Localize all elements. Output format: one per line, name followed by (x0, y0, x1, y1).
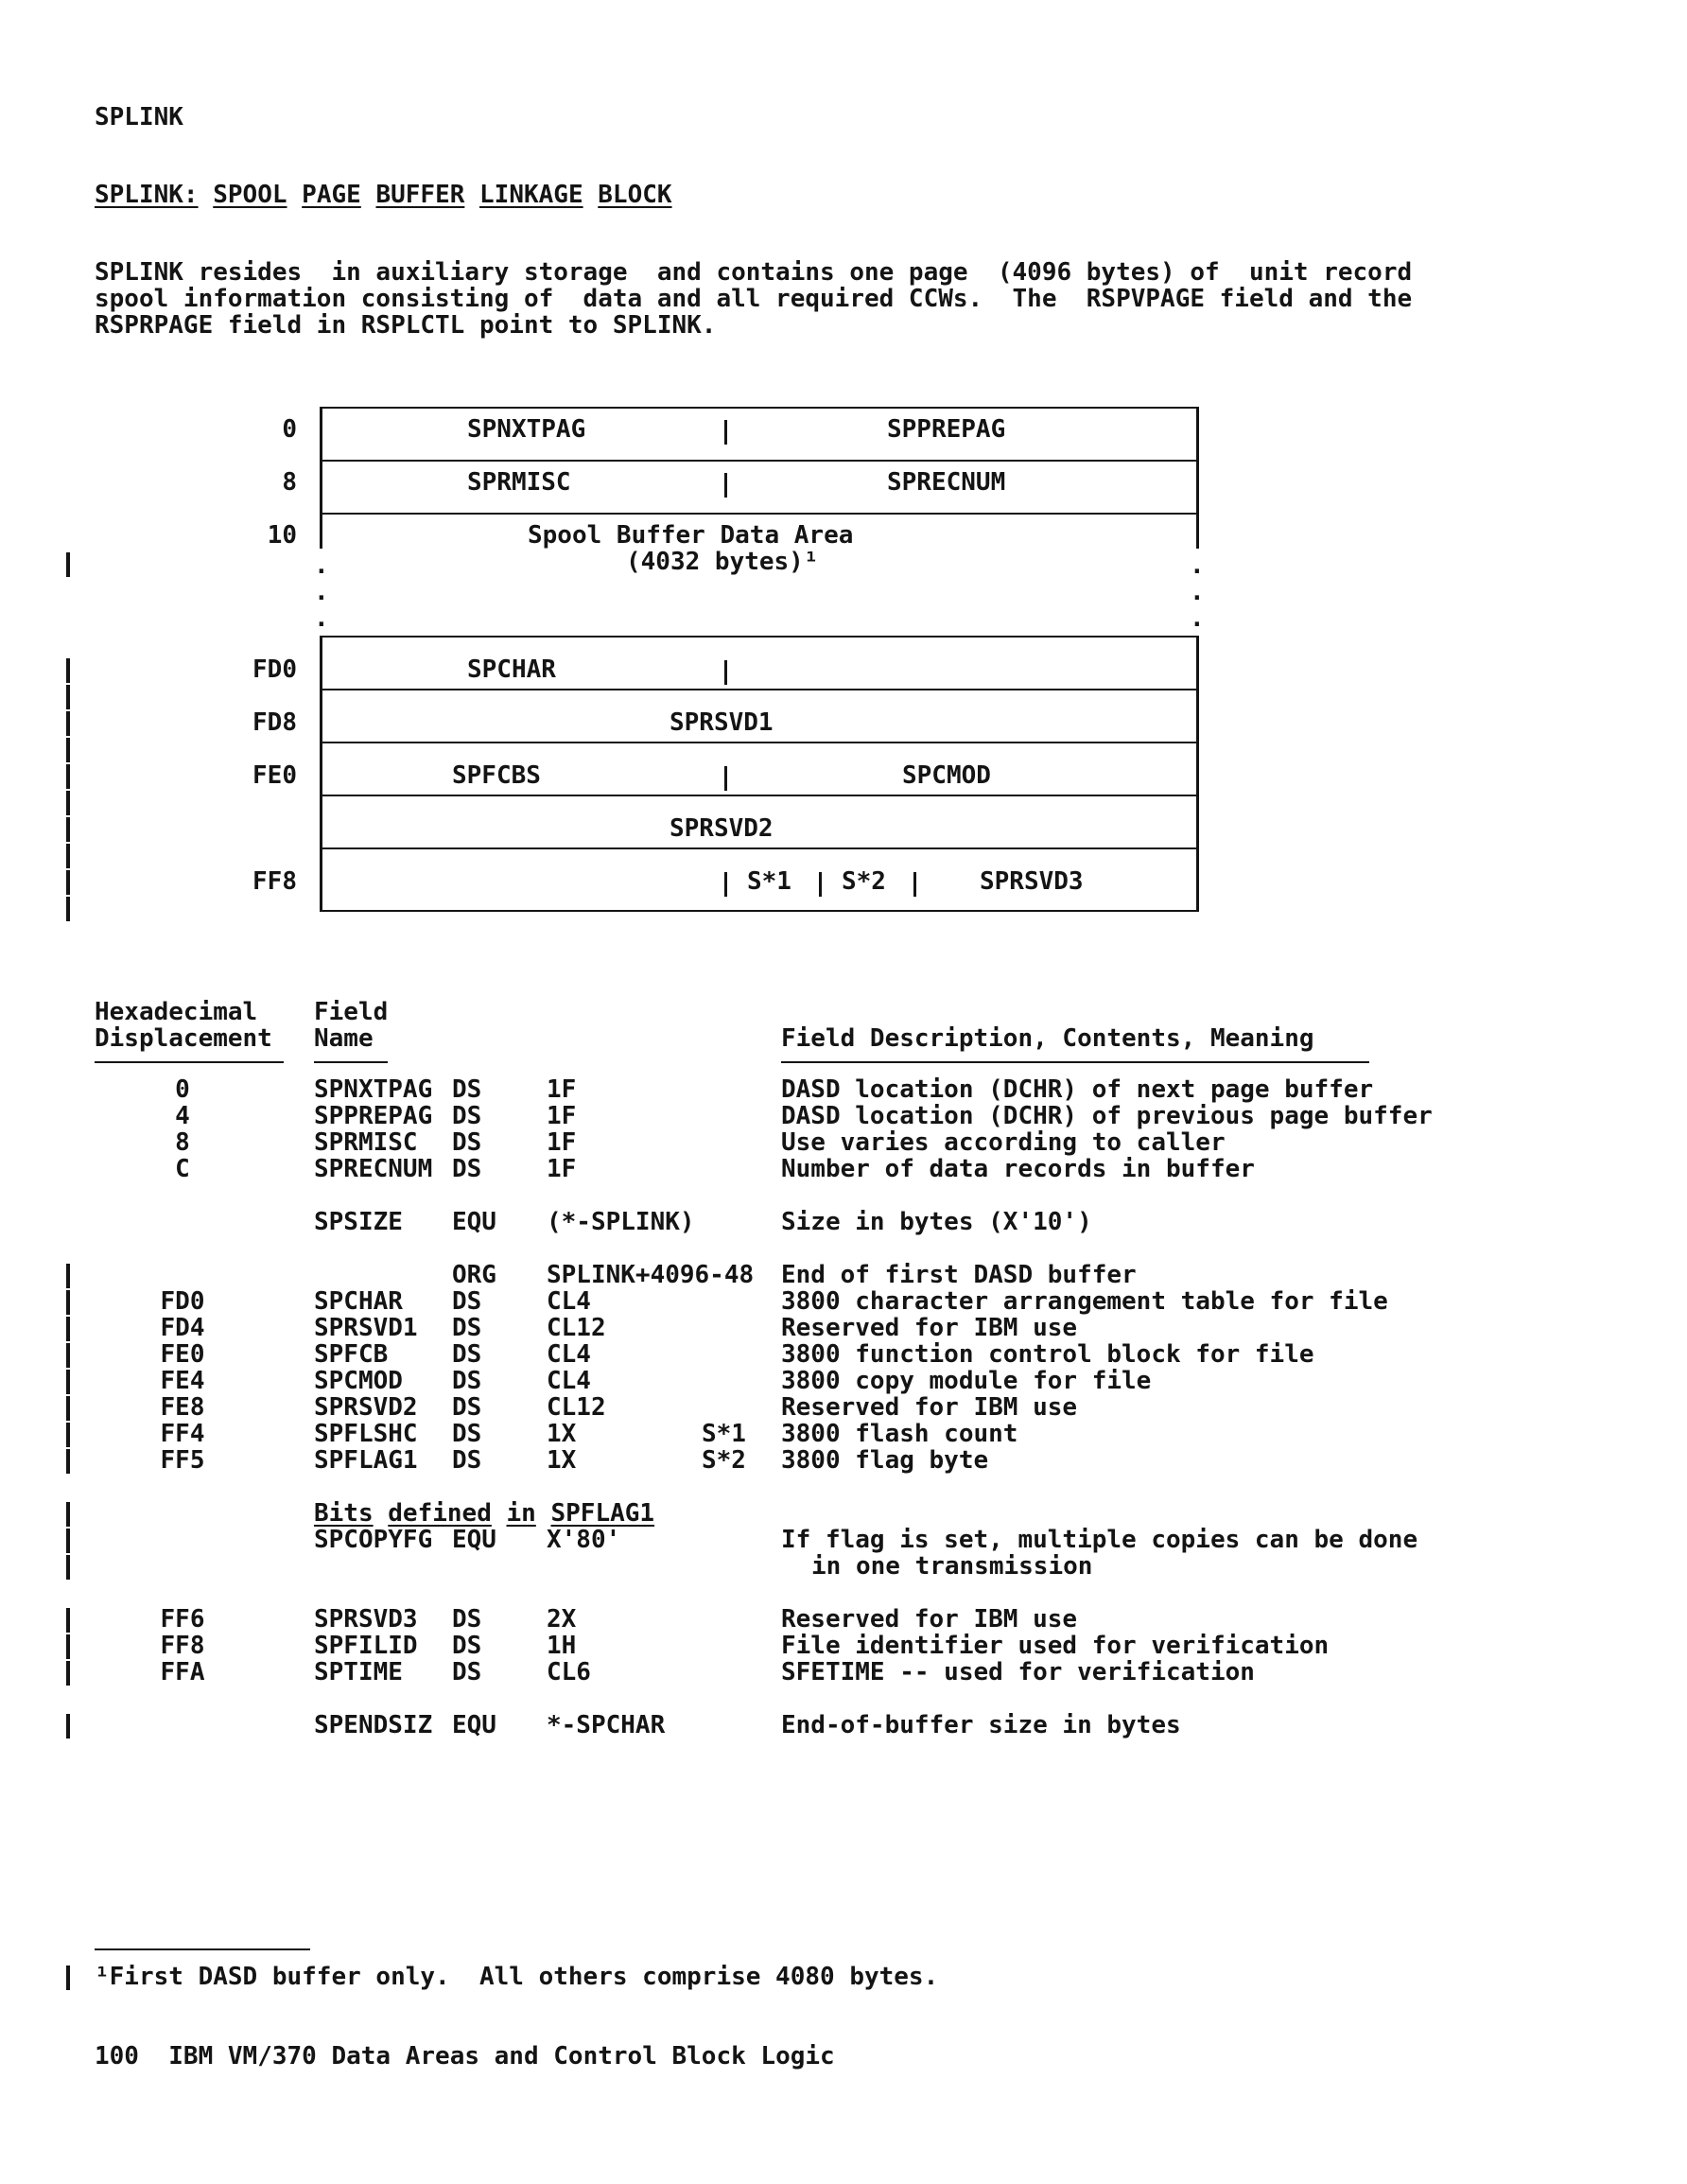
name-cell: SPCOPYFG (314, 1526, 433, 1554)
footnote-rule (95, 1948, 310, 1950)
section-title (95, 182, 672, 208)
desc-cell: End-of-buffer size in bytes (781, 1711, 1181, 1739)
offset-label: 8 (282, 468, 297, 497)
name-cell: SPFILID (314, 1632, 418, 1660)
len-cell: X'80' (547, 1526, 621, 1554)
cell-divider (724, 766, 727, 791)
change-bar (66, 711, 70, 736)
disp-cell: FD0 (160, 1287, 205, 1316)
name-cell: SPFLAG1 (314, 1446, 418, 1475)
intro-line: spool information consisting of data and all required CCWs. The RSPVPAGE field and the (95, 285, 1413, 313)
op-cell: DS (452, 1367, 482, 1395)
frame-right (1196, 407, 1199, 549)
desc-cell: 3800 character arrangement table for file (781, 1287, 1388, 1316)
op-cell: DS (452, 1446, 482, 1475)
name-cell: SPTIME (314, 1658, 403, 1686)
name-cell: SPNXTPAG (314, 1075, 433, 1104)
name-cell: SPRECNUM (314, 1155, 433, 1183)
field-cell: SPRSVD2 (670, 814, 774, 843)
field-cell: SPPREPAG (887, 415, 1006, 444)
len-cell: 1F (547, 1128, 577, 1157)
disp-cell: FFA (160, 1658, 205, 1686)
disp-cell: FF6 (160, 1605, 205, 1634)
op-cell: DS (452, 1155, 482, 1183)
continuation-dots: . . . (1190, 551, 1205, 633)
col-header-disp: Displacement (95, 1024, 272, 1053)
disp-cell: FE8 (160, 1393, 205, 1422)
header-rule (95, 1061, 284, 1063)
row-divider (320, 689, 1199, 690)
op-cell: DS (452, 1128, 482, 1157)
cell-divider (724, 420, 727, 445)
desc-cell: 3800 function control block for file (781, 1340, 1314, 1369)
offset-label: 0 (282, 415, 297, 444)
header-rule (314, 1061, 388, 1063)
op-cell: EQU (452, 1711, 496, 1739)
col-header-desc: Field Description, Contents, Meaning (781, 1024, 1314, 1053)
change-bar (66, 1966, 70, 1990)
continuation-dots: . . . (314, 551, 329, 633)
op-cell: DS (452, 1605, 482, 1634)
change-bar (66, 1343, 70, 1368)
frame-left (320, 636, 322, 912)
desc-cell: 3800 flag byte (781, 1446, 989, 1475)
name-cell: SPPREPAG (314, 1102, 433, 1130)
field-cell: SPRECNUM (887, 468, 1006, 497)
title-word: LINKAGE (479, 181, 583, 209)
change-bar (66, 685, 70, 709)
offset-label: FD8 (252, 708, 297, 737)
len-cell: 1X (547, 1446, 577, 1475)
field-cell: SPCHAR (467, 655, 556, 684)
frame-top (320, 407, 1199, 409)
row-divider (320, 460, 1199, 462)
frame-left (320, 407, 322, 549)
data-area-label: Spool Buffer Data Area (528, 521, 854, 550)
book-title: IBM VM/370 Data Areas and Control Block Logic (168, 2042, 835, 2070)
len-cell: 1F (547, 1075, 577, 1104)
title-word: PAGE (302, 181, 361, 209)
change-bar (66, 1449, 70, 1474)
op-cell: DS (452, 1393, 482, 1422)
op-cell: EQU (452, 1526, 496, 1554)
flag-cell: S*2 (702, 1446, 746, 1475)
op-cell: DS (452, 1632, 482, 1660)
title-word: SPLINK: (95, 181, 199, 209)
desc-cell: File identifier used for verification (781, 1632, 1330, 1660)
desc-cell: Reserved for IBM use (781, 1314, 1078, 1342)
name-cell: SPRSVD1 (314, 1314, 418, 1342)
name-cell: SPCHAR (314, 1287, 403, 1316)
intro-line: RSPRPAGE field in RSPLCTL point to SPLINK. (95, 311, 717, 340)
title-word: SPOOL (213, 181, 287, 209)
title-word: BUFFER (375, 181, 465, 209)
name-cell: SPENDSIZ (314, 1711, 433, 1739)
desc-cell: If flag is set, multiple copies can be done (781, 1526, 1418, 1554)
frame-right (1196, 636, 1199, 912)
field-cell: SPRMISC (467, 468, 571, 497)
desc-cell: DASD location (DCHR) of previous page buffer (781, 1102, 1433, 1130)
footnote: ¹First DASD buffer only. All others comprise 4080 bytes. (95, 1963, 939, 1991)
row-divider (320, 636, 1199, 638)
change-bar (66, 897, 70, 921)
row-divider (320, 513, 1199, 515)
disp-cell: FD4 (160, 1314, 205, 1342)
change-bar (66, 764, 70, 789)
desc-cell: Reserved for IBM use (781, 1393, 1078, 1422)
len-cell: CL12 (547, 1393, 606, 1422)
name-cell: SPCMOD (314, 1367, 403, 1395)
change-bar (66, 1290, 70, 1315)
op-cell: DS (452, 1102, 482, 1130)
disp-cell: FF5 (160, 1446, 205, 1475)
field-cell: S*2 (842, 867, 886, 896)
change-bar (66, 658, 70, 683)
page-footer (95, 2043, 835, 2070)
desc-cell: Number of data records in buffer (781, 1155, 1255, 1183)
len-cell: 1F (547, 1102, 577, 1130)
change-bar (66, 870, 70, 895)
disp-cell: 8 (175, 1128, 190, 1157)
op-cell: DS (452, 1314, 482, 1342)
disp-cell: FE0 (160, 1340, 205, 1369)
change-bar (66, 1661, 70, 1686)
name-cell: SPFCB (314, 1340, 389, 1369)
len-cell: 2X (547, 1605, 577, 1634)
field-cell: SPFCBS (452, 761, 541, 790)
name-cell: SPRSVD3 (314, 1605, 418, 1634)
disp-cell: FF4 (160, 1420, 205, 1448)
change-bar (66, 1555, 70, 1580)
change-bar (66, 738, 70, 762)
desc-cell: 3800 copy module for file (781, 1367, 1152, 1395)
len-cell: SPLINK+4096-48 (547, 1261, 755, 1289)
disp-cell: C (175, 1155, 190, 1183)
op-cell: DS (452, 1658, 482, 1686)
field-cell: S*1 (747, 867, 791, 896)
bits-word: Bits (314, 1499, 374, 1528)
disp-cell: 4 (175, 1102, 190, 1130)
field-cell: SPRSVD1 (670, 708, 774, 737)
desc-cell: SFETIME -- used for verification (781, 1658, 1255, 1686)
change-bar (66, 1396, 70, 1421)
change-bar (66, 1502, 70, 1527)
offset-label: FD0 (252, 655, 297, 684)
col-header-name: Name (314, 1024, 374, 1053)
op-cell: EQU (452, 1208, 496, 1236)
len-cell: CL4 (547, 1287, 591, 1316)
len-cell: (*-SPLINK) (547, 1208, 695, 1236)
bits-word: in (506, 1499, 536, 1528)
row-divider (320, 847, 1199, 849)
cell-divider (724, 473, 727, 498)
offset-label: 10 (267, 521, 297, 550)
name-cell: SPRMISC (314, 1128, 418, 1157)
cell-divider (724, 660, 727, 685)
page-number: 100 (95, 2042, 139, 2070)
desc-cell: 3800 flash count (781, 1420, 1018, 1448)
field-cell: SPNXTPAG (467, 415, 586, 444)
op-cell: DS (452, 1287, 482, 1316)
op-cell: DS (452, 1075, 482, 1104)
len-cell: 1F (547, 1155, 577, 1183)
running-title: SPLINK (95, 103, 183, 131)
op-cell: DS (452, 1340, 482, 1369)
desc-cell: in one transmission (811, 1552, 1093, 1581)
change-bar (66, 1317, 70, 1341)
header-rule (781, 1061, 1369, 1063)
change-bar (66, 1529, 70, 1553)
name-cell: SPRSVD2 (314, 1393, 418, 1422)
change-bar (66, 1634, 70, 1659)
desc-cell: End of first DASD buffer (781, 1261, 1137, 1289)
col-header-disp: Hexadecimal (95, 998, 258, 1026)
change-bar (66, 1370, 70, 1394)
offset-label: FE0 (252, 761, 297, 790)
disp-cell: FF8 (160, 1632, 205, 1660)
title-word: BLOCK (598, 181, 672, 209)
field-cell: SPRSVD3 (980, 867, 1084, 896)
desc-cell: Use varies according to caller (781, 1128, 1226, 1157)
name-cell: SPSIZE (314, 1208, 403, 1236)
desc-cell: Size in bytes (X'10') (781, 1208, 1092, 1236)
cell-divider (913, 872, 916, 897)
field-cell: SPCMOD (902, 761, 991, 790)
op-cell: DS (452, 1420, 482, 1448)
change-bar (66, 1264, 70, 1288)
change-bar (66, 817, 70, 842)
len-cell: 1X (547, 1420, 577, 1448)
len-cell: CL4 (547, 1340, 591, 1369)
offset-label: FF8 (252, 867, 297, 896)
flag-cell: S*1 (702, 1420, 746, 1448)
row-divider (320, 742, 1199, 743)
len-cell: CL4 (547, 1367, 591, 1395)
frame-bottom (320, 910, 1199, 912)
len-cell: CL6 (547, 1658, 591, 1686)
len-cell: CL12 (547, 1314, 606, 1342)
data-area-size: (4032 bytes)¹ (626, 548, 819, 576)
desc-cell: Reserved for IBM use (781, 1605, 1078, 1634)
len-cell: *-SPCHAR (547, 1711, 666, 1739)
change-bar (66, 1423, 70, 1447)
col-header-name: Field (314, 998, 389, 1026)
change-bar (66, 552, 70, 577)
desc-cell: DASD location (DCHR) of next page buffer (781, 1075, 1374, 1104)
bits-word: SPFLAG1 (550, 1499, 655, 1528)
bits-word: defined (388, 1499, 492, 1528)
change-bar (66, 791, 70, 815)
disp-cell: FE4 (160, 1367, 205, 1395)
bits-heading (314, 1500, 654, 1527)
row-divider (320, 795, 1199, 796)
disp-cell: 0 (175, 1075, 190, 1104)
len-cell: 1H (547, 1632, 577, 1660)
change-bar (66, 1714, 70, 1738)
intro-line: SPLINK resides in auxiliary storage and contains one page (4096 bytes) of unit record (95, 258, 1413, 287)
change-bar (66, 1608, 70, 1633)
name-cell: SPFLSHC (314, 1420, 418, 1448)
cell-divider (819, 872, 822, 897)
cell-divider (724, 872, 727, 897)
change-bar (66, 844, 70, 868)
op-cell: ORG (452, 1261, 496, 1289)
